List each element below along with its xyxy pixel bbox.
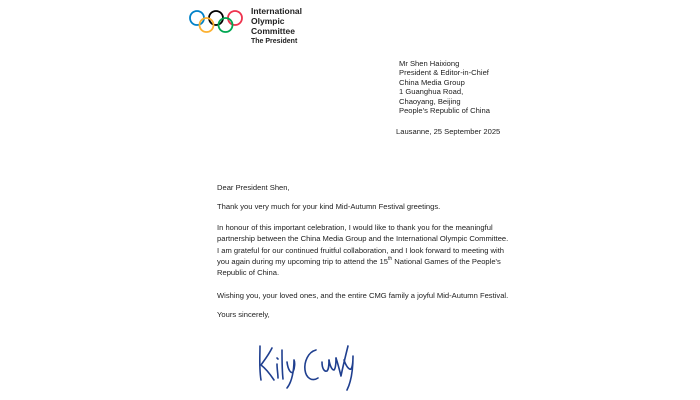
- ring-green: [219, 18, 233, 32]
- salutation: Dear President Shen,: [217, 183, 290, 192]
- recipient-address: [399, 59, 490, 115]
- ring-black: [209, 11, 223, 25]
- letter-date: Lausanne, 25 September 2025: [396, 127, 501, 136]
- org-line-3: Committee: [251, 26, 295, 36]
- recipient-title: President & Editor-in-Chief: [399, 68, 489, 78]
- ring-blue: [190, 11, 204, 25]
- paragraph-line: [217, 256, 508, 267]
- handwritten-signature: [254, 336, 372, 392]
- org-line-2: Olympic: [251, 16, 285, 26]
- ring-red: [228, 11, 242, 25]
- paragraph-line: I am grateful for our continued fruitful collaboration, and I look forward to meeting with: [217, 245, 505, 255]
- line-text: National Games of the People's: [392, 256, 501, 266]
- recipient-organization: China Media Group: [399, 77, 465, 87]
- paragraph-wishes: Wishing you, your loved ones, and the entire CMG family a joyful Mid-Autumn Festival.: [217, 291, 509, 300]
- paragraph-line: In honour of this important celebration, I would like to thank you for the meaningful: [217, 223, 493, 232]
- closing: Yours sincerely,: [217, 310, 270, 319]
- paragraph-line: partnership between the China Media Group and the International Olympic Committee.: [217, 234, 509, 244]
- paragraph-partnership: [217, 222, 508, 278]
- ordinal-suffix: th: [387, 255, 393, 262]
- org-line-1: International: [251, 6, 303, 16]
- paragraph-line: Republic of China.: [217, 268, 280, 278]
- office-label: The President: [251, 38, 298, 45]
- line-text: you again during my upcoming trip to attend the 15: [217, 256, 388, 266]
- paragraph-thanks: Thank you very much for your kind Mid-Autumn Festival greetings.: [217, 202, 441, 211]
- organization-name: [251, 6, 302, 36]
- recipient-street: 1 Guanghua Road,: [399, 87, 464, 97]
- recipient-country: People's Republic of China: [399, 106, 490, 116]
- ring-yellow: [200, 18, 214, 32]
- olympic-rings-icon: [188, 9, 244, 35]
- recipient-name: Mr Shen Haixiong: [399, 59, 460, 68]
- recipient-city: Chaoyang, Beijing: [399, 96, 461, 106]
